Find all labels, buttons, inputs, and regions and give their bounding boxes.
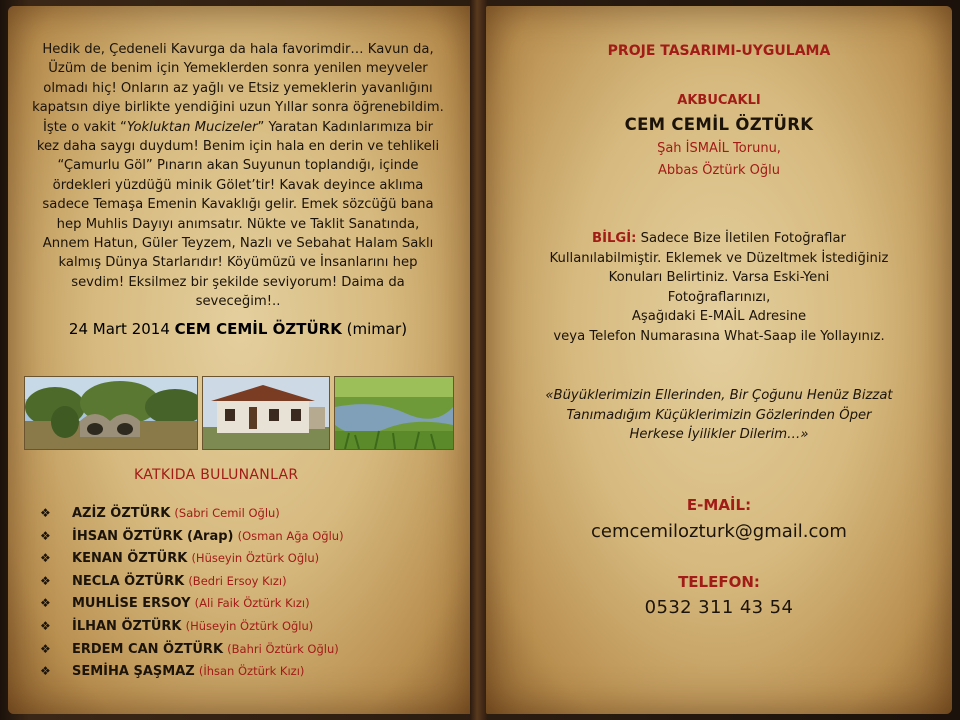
contributor-item: ❖ NECLA ÖZTÜRK (Bedri Ersoy Kızı) bbox=[40, 573, 287, 589]
quote-line: Tanımadığım Küçüklerimizin Gözlerinden Öper bbox=[566, 407, 872, 423]
akbucakli-label: AKBUCAKLI bbox=[677, 93, 761, 108]
diamond-bullet-icon: ❖ bbox=[40, 618, 51, 633]
diamond-bullet-icon: ❖ bbox=[40, 528, 51, 543]
contributor-item: ❖ İHSAN ÖZTÜRK (Arap) (Osman Ağa Oğlu) bbox=[40, 528, 344, 544]
contributor-item: ❖ SEMİHA ŞAŞMAZ (İhsan Öztürk Kızı) bbox=[40, 664, 305, 680]
info-line: Fotoğraflarınızı, bbox=[667, 289, 771, 305]
memoir-italic-phrase: Yokluktan Mucizeler bbox=[126, 119, 258, 135]
signature-name: CEM CEMİL ÖZTÜRK bbox=[174, 320, 342, 338]
contributor-item: ❖ MUHLİSE ERSOY (Ali Faik Öztürk Kızı) bbox=[40, 596, 310, 612]
lineage-line-2: Abbas Öztürk Oğlu bbox=[657, 163, 780, 178]
diamond-bullet-icon: ❖ bbox=[40, 641, 51, 656]
info-line: Kullanılabilmiştir. Eklemek ve Düzeltmek İstediğiniz bbox=[549, 250, 889, 266]
diamond-bullet-icon: ❖ bbox=[40, 664, 51, 679]
quote-line: «Büyüklerimizin Ellerinden, Bir Çoğunu Henüz Bizzat bbox=[545, 388, 893, 403]
info-block bbox=[486, 229, 952, 347]
email-address: cemcemilozturk@gmail.com bbox=[591, 521, 847, 542]
memoir-paragraph: Hedik de, Çedeneli Kavurga da hala favorimdir… Kavun da, Üzüm de benim için Yemeklerden sonra yenilen meyveler olmadı hiç! Onların az yağlı ve Etsiz yemeklerin yavanlığını kapatsın diye birlikte yendiğini uzun Yıllar sonra öğrenebildim. İşte o vakit “Yokluktan Mucizeler” Yaratan Kadınlarımıza bir kez daha saygı duydum! Benim için hala en derin ve tehlikeli “Çamurlu Göl” Pınarın akan Suyunun toplandığı, içinde ördekleri yüzdüğü minik Gölet’tir! Kavak deyince aklıma sadece Temaşa Emenin Kavaklığı gelir. Emek sözcüğü bana hep Muhlis Dayıyı anımsatır. Nükte ve Taklit Sanatında, Annem Hatun, Güler Teyzem, Nazlı ve Sebahat Halam Saklı kalmış Dünya Starlarıdır! Köyümüzü ve İnsanlarını hep sevdim! Eksilmez bir şekilde seviyorum! Daima da seveceğim!.. bbox=[32, 42, 444, 310]
signature-date: 24 Mart 2014 bbox=[68, 320, 170, 338]
village-house-photo bbox=[202, 376, 330, 450]
contributor-item: ❖ KENAN ÖZTÜRK (Hüseyin Öztürk Oğlu) bbox=[40, 551, 320, 567]
info-label: BİLGİ: bbox=[592, 231, 637, 246]
diamond-bullet-icon: ❖ bbox=[40, 551, 51, 566]
contributors-title: KATKIDA BULUNANLAR bbox=[134, 467, 299, 483]
quote-line: Herkese İyilikler Dilerim…» bbox=[629, 427, 809, 443]
info-line: BİLGİ: Sadece Bize İletilen Fotoğraflar bbox=[592, 231, 846, 246]
info-line: Konuları Belirtiniz. Varsa Eski-Yeni bbox=[608, 270, 830, 286]
project-title: PROJE TASARIMI-UYGULAMA bbox=[607, 43, 831, 59]
diamond-bullet-icon: ❖ bbox=[40, 506, 51, 520]
contributor-item: ❖ İLHAN ÖZTÜRK (Hüseyin Öztürk Oğlu) bbox=[40, 618, 314, 634]
contributors-list bbox=[40, 506, 344, 687]
bridge-landscape-photo bbox=[24, 376, 198, 450]
phone-label: TELEFON: bbox=[678, 573, 760, 591]
diamond-bullet-icon: ❖ bbox=[40, 573, 51, 588]
signature-title: (mimar) bbox=[346, 320, 408, 338]
phone-number: 0532 311 43 54 bbox=[644, 597, 794, 618]
diamond-bullet-icon: ❖ bbox=[40, 596, 51, 611]
contributor-item: ❖ AZİZ ÖZTÜRK (Sabri Cemil Oğlu) bbox=[40, 506, 280, 521]
quote-block bbox=[486, 386, 952, 445]
author-name: CEM CEMİL ÖZTÜRK bbox=[624, 115, 814, 134]
stream-photo bbox=[334, 376, 454, 450]
contributor-item: ❖ ERDEM CAN ÖZTÜRK (Bahri Öztürk Oğlu) bbox=[40, 641, 339, 657]
lineage-line-1: Şah İSMAİL Torunu, bbox=[657, 141, 781, 156]
signature-line bbox=[32, 320, 444, 338]
info-line: Aşağıdaki E-MAİL Adresine bbox=[631, 309, 807, 325]
photo-strip bbox=[0, 376, 472, 448]
info-line: veya Telefon Numarasına What-Saap ile Yollayınız. bbox=[553, 328, 885, 344]
email-label: E-MAİL: bbox=[686, 496, 752, 514]
